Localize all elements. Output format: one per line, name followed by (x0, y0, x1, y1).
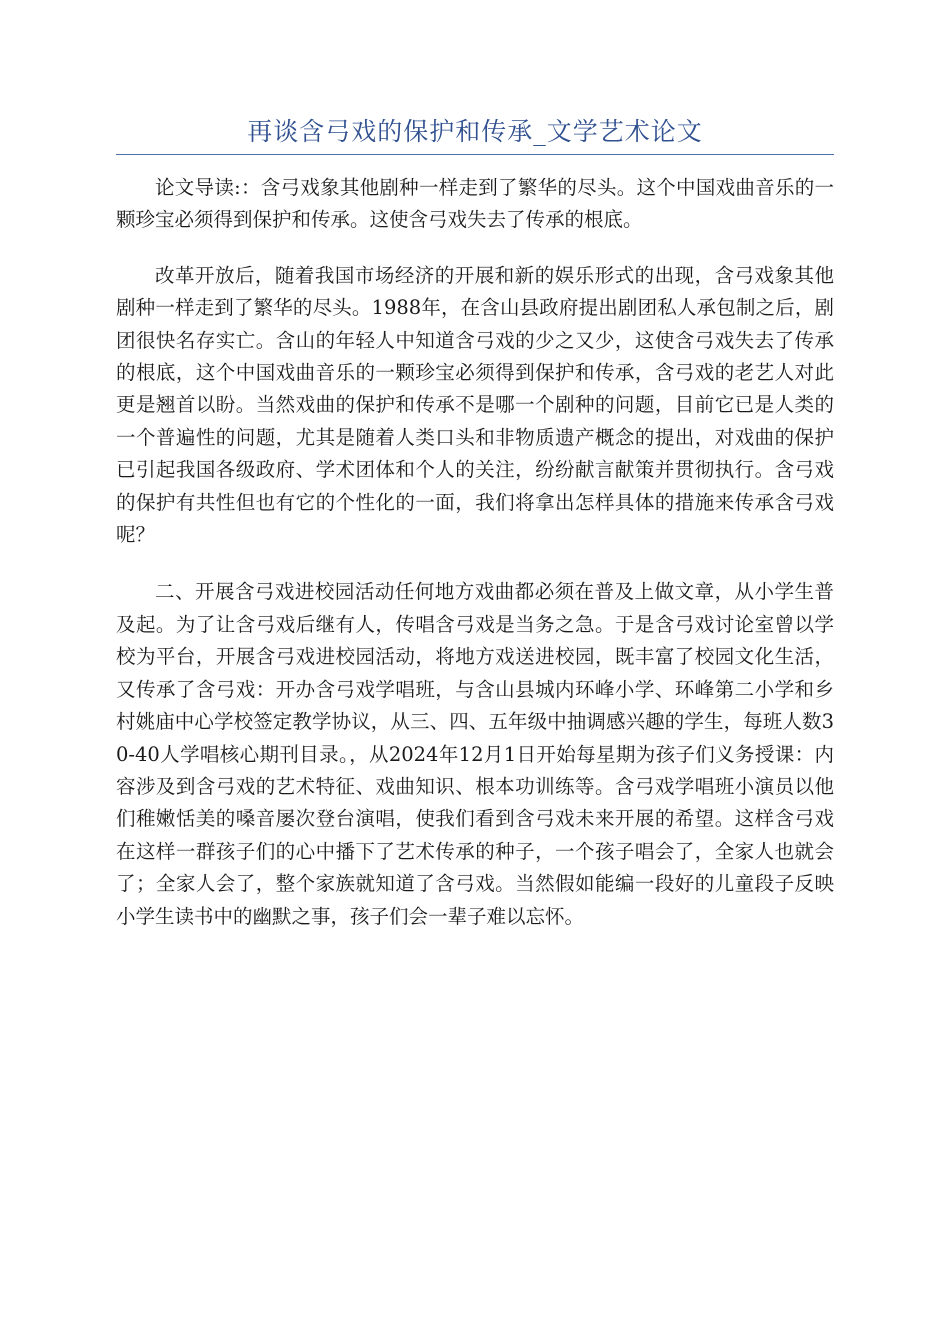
document-body (116, 172, 834, 933)
abstract-paragraph: 论文导读:：含弓戏象其他剧种一样走到了繁华的尽头。这个中国戏曲音乐的一颗珍宝必须得到保护和传承。这使含弓戏失去了传承的根底。 (116, 176, 834, 232)
title-underline (116, 154, 834, 155)
body-paragraph-1: 改革开放后，随着我国市场经济的开展和新的娱乐形式的出现，含弓戏象其他剧种一样走到了繁华的尽头。1988年，在含山县政府提出剧团私人承包制之后，剧团很快名存实亡。含山的年轻人中知道含弓戏的少之又少，这使含弓戏失去了传承的根底，这个中国戏曲音乐的一颗珍宝必须得到保护和传承，含弓戏的老艺人对此更是翘首以盼。当然戏曲的保护和传承不是哪一个剧种的问题，目前它已是人类的一个普遍性的问题，尤其是随着人类口头和非物质遗产概念的提出，对戏曲的保护已引起我国各级政府、学术团体和个人的关注，纷纷献言献策并贯彻执行。含弓戏的保护有共性但也有它的个性化的一面，我们将拿出怎样具体的措施来传承含弓戏呢？ (116, 263, 834, 547)
body-paragraph-2: 二、开展含弓戏进校园活动任何地方戏曲都必须在普及上做文章，从小学生普及起。为了让含弓戏后继有人，传唱含弓戏是当务之急。于是含弓戏讨论室曾以学校为平台，开展含弓戏进校园活动，将地方戏送进校园，既丰富了校园文化生活，又传承了含弓戏：开办含弓戏学唱班，与含山县城内环峰小学、环峰第二小学和乡村姚庙中心学校签定教学协议，从三、四、五年级中抽调感兴趣的学生，每班人数30-40人学唱核心期刊目录。，从2024年12月1日开始每星期为孩子们义务授课：内容涉及到含弓戏的艺术特征、戏曲知识、根本功训练等。含弓戏学唱班小演员以他们稚嫩恬美的嗓音屡次登台演唱，使我们看到含弓戏未来开展的希望。这样含弓戏在这样一群孩子们的心中播下了艺术传承的种子，一个孩子唱会了，全家人也就会了；全家人会了，整个家族就知道了含弓戏。当然假如能编一段好的儿童段子反映小学生读书中的幽默之事，孩子们会一辈子难以忘怀。 (116, 580, 834, 928)
document-title: 再谈含弓戏的保护和传承_文学艺术论文 (247, 117, 703, 146)
